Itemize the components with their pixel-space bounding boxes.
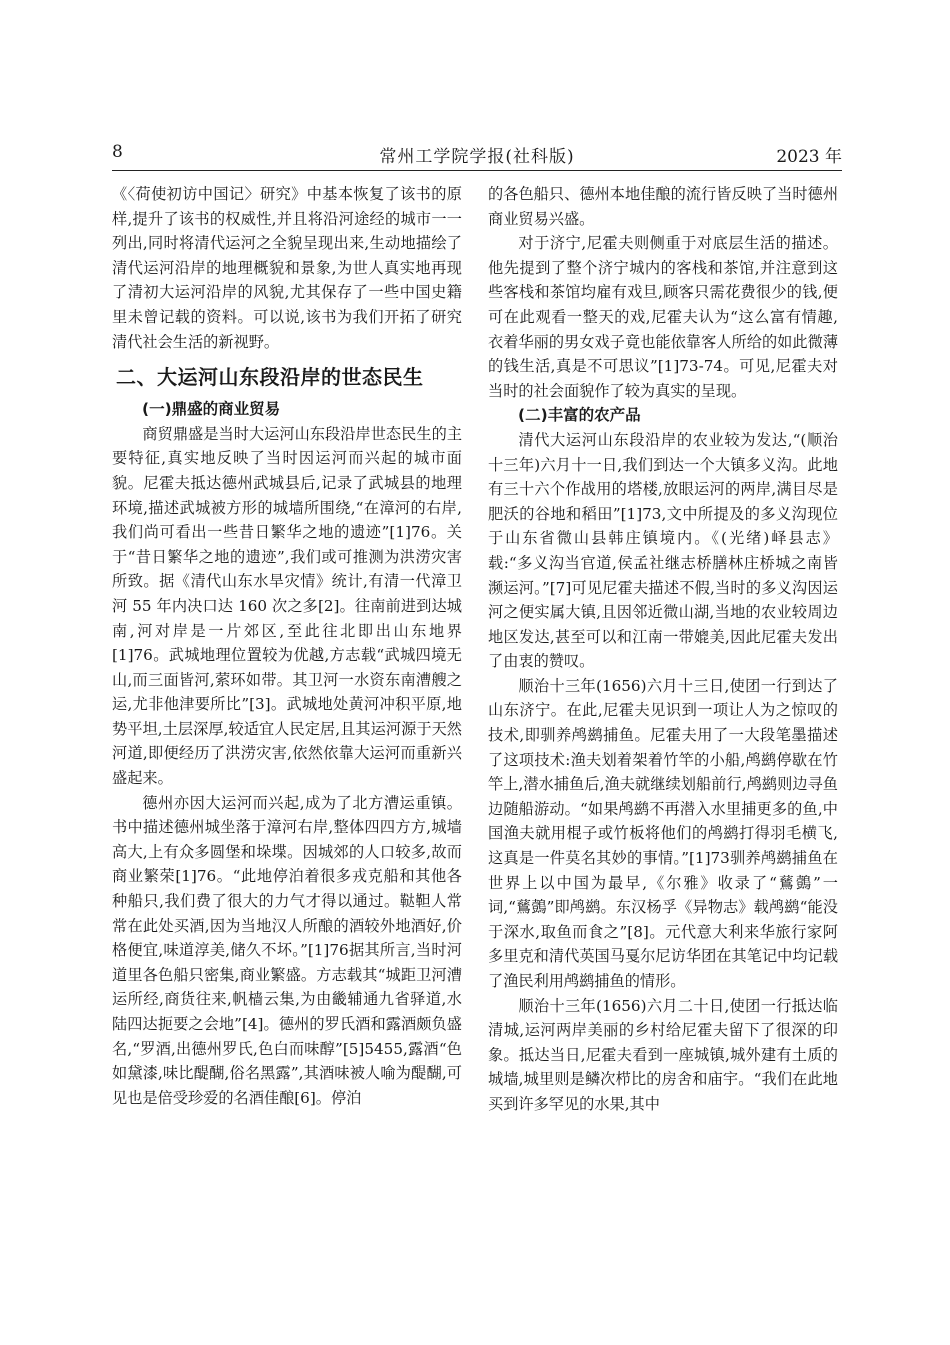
journal-title: 常州工学院学报(社科版)	[379, 147, 575, 167]
subsection-heading: (二)丰富的农产品	[518, 406, 641, 425]
publication-year: 2023 年	[776, 147, 842, 167]
left-column	[112, 182, 462, 1110]
paragraph: 清代大运河山东段沿岸的农业较为发达,“(顺治十三年)六月十一日,我们到达一个大镇多义沟。此地有三十六个作战用的塔楼,放眼运河的两岸,满目尽是肥沃的谷地和稻田”[1]73,文中所提及的多义沟现位于山东省微山县韩庄镇境内。《(光绪)峄县志》载:“多义沟当官道,侯孟社继志桥膳林庄桥城之南皆濒运河。”[7]可见尼霍夫描述不假,当时的多义沟因运河之便实属大镇,且因邻近微山湖,当地的农业较周边地区发达,甚至可以和江南一带媲美,因此尼霍夫发出了由衷的赞叹。	[488, 430, 838, 671]
paragraph: 商贸鼎盛是当时大运河山东段沿岸世态民生的主要特征,真实地反映了当时因运河而兴起的城市面貌。尼霍夫抵达德州武城县后,记录了武城县的地理环境,描述武城被方形的城墙所围绕,“在漳河的右岸,我们尚可看出一些昔日繁华之地的遗迹”[1]76。关于“昔日繁华之地的遗迹”,我们或可推测为洪涝灾害所致。据《清代山东水旱灾情》统计,有清一代漳卫河 55 年内决口达 160 次之多[2]。往南前进到达城南,河对岸是一片郊区,至此往北即出山东地界[1]76。武城地理位置较为优越,方志载“武城四境无山,而三面皆河,萦环如带。其卫河一水资东南漕艘之运,尤非他津要所比”[3]。武城地处黄河冲积平原,地势平坦,土层深厚,较适宜人民定居,且其运河源于天然河道,即便经历了洪涝灾害,依然依靠大运河而重新兴盛起来。	[112, 424, 462, 788]
page-number: 8	[112, 142, 123, 162]
section-heading: 二、大运河山东段沿岸的世态民生	[116, 365, 424, 390]
paragraph: 德州亦因大运河而兴起,成为了北方漕运重镇。书中描述德州城坐落于漳河右岸,整体四四方方,城墙高大,上有众多圆堡和垛堞。因城郊的人口较多,故而商业繁荣[1]76。“此地停泊着很多戎克船和其他各种船只,我们费了很大的力气才得以通过。鞑靼人常常在此处买酒,因为当地汉人所酿的酒较外地酒好,价格便宜,味道淳美,储久不坏。”[1]76据其所言,当时河道里各色船只密集,商业繁盛。方志载其“城距卫河漕运所经,商货往来,帆樯云集,为由畿辅通九省驿道,水陆四达扼要之会地”[4]。德州的罗氏酒和露酒颇负盛名,“罗酒,出德州罗氏,色白而味醇”[5]5455,露酒“色如黛漆,味比醍醐,俗名黑露”,其酒味被人喻为醍醐,可见也是倍受珍爱的名酒佳酿[6]。停泊	[112, 793, 462, 1107]
paragraph: 顺治十三年(1656)六月二十日,使团一行抵达临清城,运河两岸美丽的乡村给尼霍夫留下了很深的印象。抵达当日,尼霍夫看到一座城镇,城外建有土质的城墙,城里则是鳞次栉比的房舍和庙宇。“我们在此地买到许多罕见的水果,其中	[488, 996, 838, 1113]
paragraph: 顺治十三年(1656)六月十三日,使团一行到达了山东济宁。在此,尼霍夫见识到一项让人为之惊叹的技术,即驯养鸬鹚捕鱼。尼霍夫用了一大段笔墨描述了这项技术:渔夫划着架着竹竿的小船,鸬鹚停歇在竹竿上,潜水捕鱼后,渔夫就继续划船前行,鸬鹚则边寻鱼边随船游动。“如果鸬鹚不再潜入水里捕更多的鱼,中国渔夫就用棍子或竹板将他们的鸬鹚打得羽毛横飞,这真是一件莫名其妙的事情。”[1]73驯养鸬鹚捕鱼在世界上以中国为最早,《尔雅》收录了“鶿鷧”一词,“鶿鷧”即鸬鹚。东汉杨孚《异物志》载鸬鹚“能没于深水,取鱼而食之”[8]。元代意大利来华旅行家阿多里克和清代英国马戛尔尼访华团在其笔记中均记载了渔民利用鸬鹚捕鱼的情形。	[488, 676, 838, 990]
paragraph: 的各色船只、德州本地佳酿的流行皆反映了当时德州商业贸易兴盛。	[488, 185, 838, 228]
paragraph: 对于济宁,尼霍夫则侧重于对底层生活的描述。他先提到了整个济宁城内的客栈和茶馆,并注意到这些客栈和茶馆均雇有戏旦,顾客只需花费很少的钱,便可在此观看一整天的戏,尼霍夫认为“这么富有情趣,衣着华丽的男女戏子竟也能依靠客人所给的如此微薄的钱生活,真是不可思议”[1]73-74。可见,尼霍夫对当时的社会面貌作了较为真实的呈现。	[488, 234, 838, 400]
header-rule	[112, 170, 842, 171]
subsection-heading: (一)鼎盛的商业贸易	[142, 400, 281, 419]
paragraph: 《〈荷使初访中国记〉研究》中基本恢复了该书的原样,提升了该书的权威性,并且将沿河途经的城市一一列出,同时将清代运河之全貌呈现出来,生动地描绘了清代运河沿岸的地理概貌和景象,为世人真实地再现了清初大运河沿岸的风貌,尤其保存了一些中国史籍里未曾记载的资料。可以说,该书为我们开拓了研究清代社会生活的新视野。	[112, 185, 462, 351]
right-column	[488, 182, 838, 1117]
running-header	[112, 138, 842, 168]
